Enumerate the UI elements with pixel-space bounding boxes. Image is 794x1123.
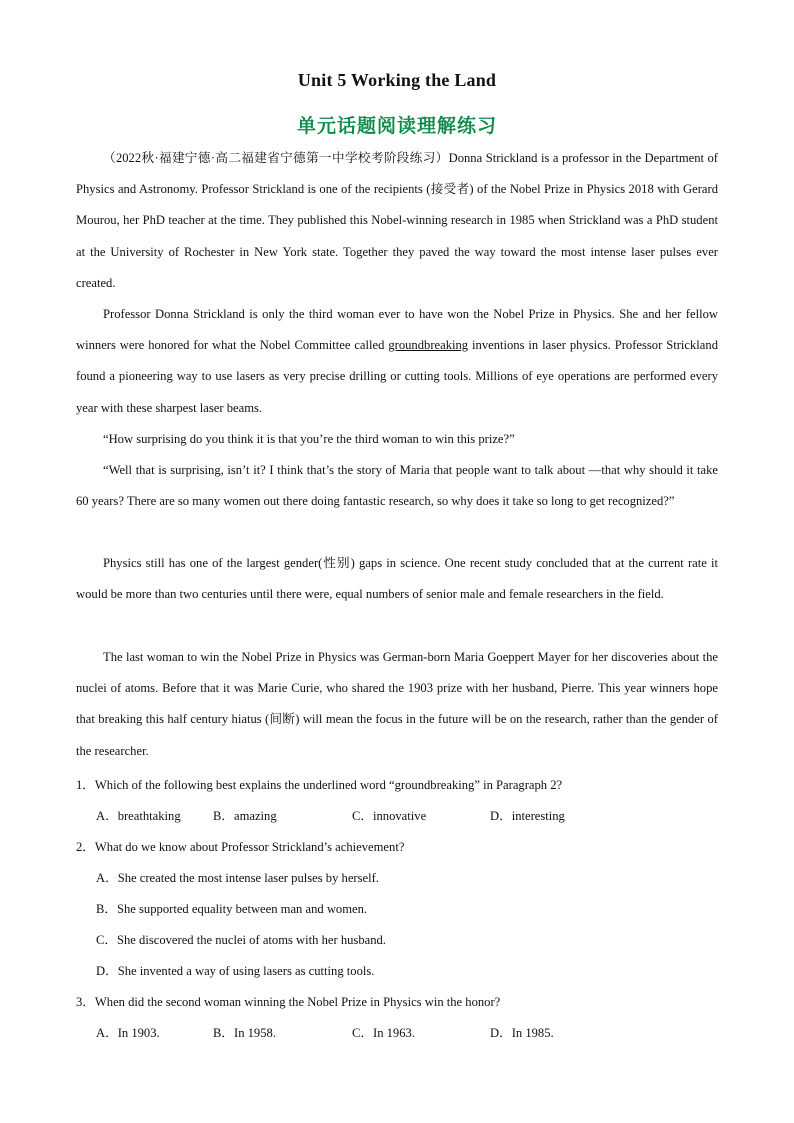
passage-paragraph-3: “How surprising do you think it is that you’re the third woman to win this prize?” [103, 432, 515, 446]
question-2-option-c[interactable]: C．She discovered the nuclei of atoms with her husband. [96, 933, 386, 947]
paragraph-1-text: Donna Strickland is a professor in the Department of Physics and Astronomy. Professor Strickland is one of the recipients (接受者) of the Nobel Prize in Physics 2018 with Gerard Mourou, her PhD teacher at the time. They published this Nobel-winning research in 1985 when Strickland was a PhD student at the University of Rochester in New York state. Together they paved the way toward the most intense laser pulses ever created. [76, 151, 719, 290]
question-2-option-b[interactable]: B．She supported equality between man and women. [96, 902, 368, 916]
question-3-option-a[interactable]: A．In 1903. [96, 1026, 160, 1040]
passage-paragraph-5: Physics still has one of the largest gender(性别) gaps in science. One recent study concluded that at the current rate it would be more than two centuries until there were, equal numbers of senior male and female researchers in the field. [76, 556, 718, 602]
question-2-stem: 2．What do we know about Professor Strickland’s achievement? [76, 840, 405, 854]
paragraph-2-text-start: Professor Donna Strickland is only the third woman ever to have won the Nobel Prize in Physics. She and her fellow winners were honored for what the Nobel Committee called [76, 307, 718, 353]
passage-paragraph-1 [76, 143, 718, 299]
paragraph-2-text-end: inventions in laser physics. Professor Strickland found a pioneering way to use lasers as very precise drilling or cutting tools. Millions of eye operations are performed every year with these sharpest laser beams. [76, 338, 718, 415]
question-2-option-a[interactable]: A．She created the most intense laser pulses by herself. [96, 871, 379, 885]
worksheet-subtitle: 单元话题阅读理解练习 [296, 115, 497, 137]
question-3-stem: 3．When did the second woman winning the Nobel Prize in Physics win the honor? [76, 995, 501, 1009]
question-1-stem: 1．Which of the following best explains the underlined word “groundbreaking” in Paragraph 2? [76, 778, 563, 792]
question-3-option-c[interactable]: C．In 1963. [352, 1026, 415, 1040]
question-3-option-d[interactable]: D．In 1985. [490, 1026, 554, 1040]
question-1-option-b[interactable]: B．amazing [213, 809, 277, 823]
question-3-option-b[interactable]: B．In 1958. [213, 1026, 276, 1040]
passage-paragraph-6: The last woman to win the Nobel Prize in Physics was German-born Maria Goeppert Mayer for her discoveries about the nuclei of atoms. Before that it was Marie Curie, who shared the 1903 prize with her husband, Pierre. This year winners hope that breaking this half century hiatus (间断) will mean the focus in the future will be on the research, rather than the gender of the researcher. [76, 650, 718, 758]
question-2-option-d[interactable]: D．She invented a way of using lasers as cutting tools. [96, 964, 375, 978]
unit-title: Unit 5 Working the Land [297, 70, 497, 90]
question-1-option-c[interactable]: C．innovative [352, 809, 427, 823]
underlined-word: groundbreaking [388, 338, 469, 353]
question-1-option-d[interactable]: D．interesting [490, 809, 565, 823]
question-1-option-a[interactable]: A．breathtaking [96, 809, 181, 823]
passage-paragraph-2 [76, 299, 718, 424]
passage-paragraph-4: “Well that is surprising, isn’t it? I think that’s the story of Maria that people want to talk about —that why should it take 60 years? There are so many women out there doing fantastic research, so why does it take so long to get recognized?” [76, 463, 718, 509]
source-note: （2022秋·福建宁德·高二福建省宁德第一中学校考阶段练习） [103, 151, 449, 165]
